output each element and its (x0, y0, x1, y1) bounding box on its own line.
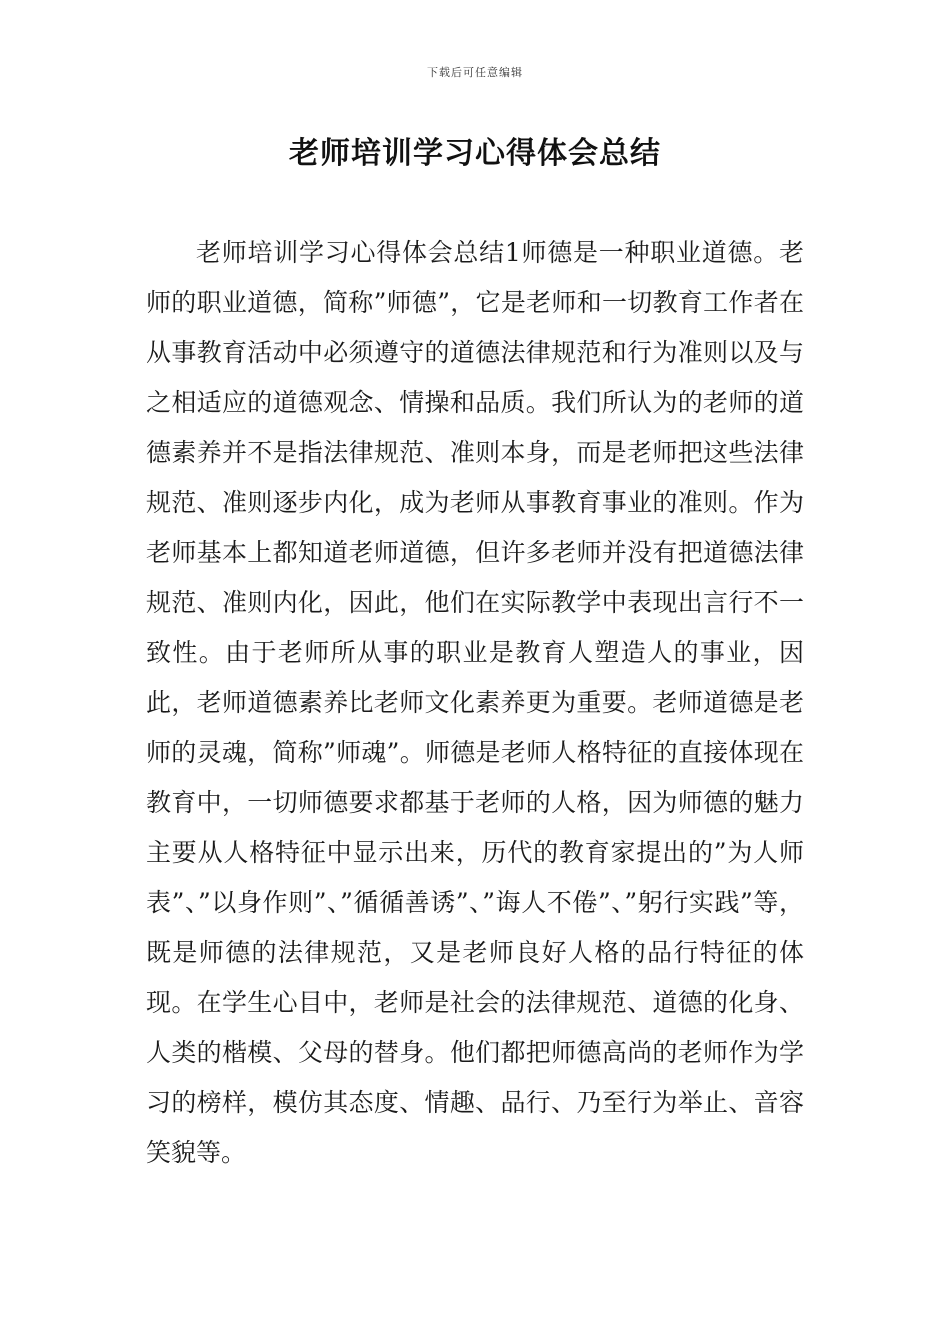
header-note: 下载后可任意编辑 (427, 66, 523, 79)
body-paragraph: 老师培训学习心得体会总结1师德是一种职业道德。老师的职业道德，简称”师德”，它是老师和一切教育工作者在从事教育活动中必须遵守的道德法律规范和行为准则以及与之相适应的道德观念、情操和品质。我们所认为的老师的道德素养并不是指法律规范、准则本身，而是老师把这些法律规范、准则逐步内化，成为老师从事教育事业的准则。作为老师基本上都知道老师道德，但许多老师并没有把道德法律规范、准则内化，因此，他们在实际教学中表现出言行不一致性。由于老师所从事的职业是教育人塑造人的事业，因此，老师道德素养比老师文化素养更为重要。老师道德是老师的灵魂，简称”师魂”。师德是老师人格特征的直接体现在教育中，一切师德要求都基于老师的人格，因为师德的魅力主要从人格特征中显示出来，历代的教育家提出的”为人师表”、”以身作则”、”循循善诱”、”诲人不倦”、”躬行实践”等，既是师德的法律规范，又是老师良好人格的品行特征的体现。在学生心目中，老师是社会的法律规范、道德的化身、人类的楷模、父母的替身。他们都把师德高尚的老师作为学习的榜样，模仿其态度、情趣、品行、乃至行为举止、音容笑貌等。 (146, 238, 804, 1167)
page-title: 老师培训学习心得体会总结 (289, 136, 661, 171)
